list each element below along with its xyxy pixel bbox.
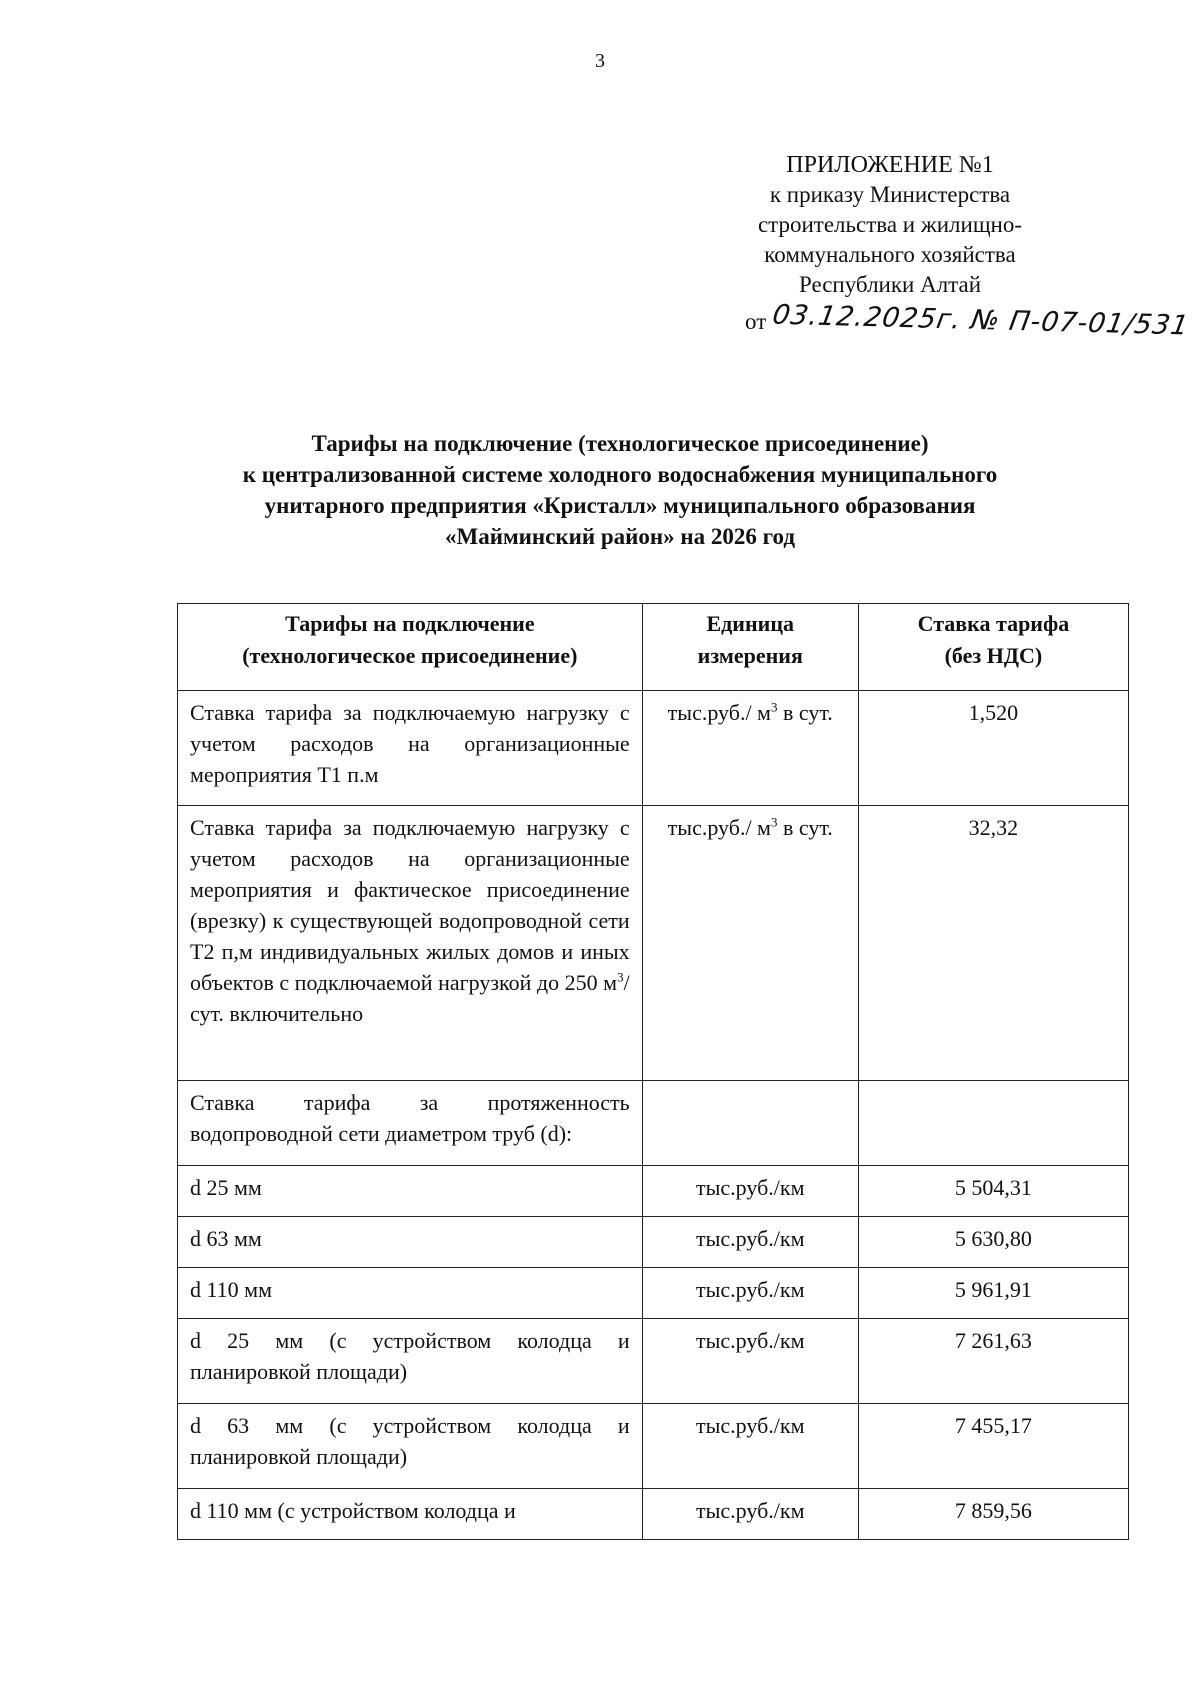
row-name: d 25 мм <box>178 1166 643 1217</box>
row-unit <box>642 806 858 1081</box>
row-unit: тыс.руб./км <box>642 1404 858 1489</box>
name-text: Ставка тарифа за подключаемую нагрузку с учетом расходов на организационные мероприятия и фактическое присоединение (врезку) к существующей водопроводной сети Т2 п,м индивидуальных жилых домов и иных объектов с подключаемой нагрузкой до 250 м <box>190 815 630 995</box>
row-rate: 7 261,63 <box>858 1319 1128 1404</box>
header-unit <box>642 604 858 691</box>
row-rate: 32,32 <box>858 806 1128 1081</box>
appendix-line: Республики Алтай <box>798 272 982 297</box>
header-rate-line: Ставка тарифа <box>917 611 1070 636</box>
row-unit: тыс.руб./км <box>642 1217 858 1268</box>
title-line: к централизованной системе холодного водоснабжения муниципального <box>242 462 998 487</box>
header-name <box>178 604 643 691</box>
appendix-block <box>680 150 1100 300</box>
tariff-table <box>177 603 1129 1540</box>
row-rate: 5 504,31 <box>858 1166 1128 1217</box>
row-rate: 5 961,91 <box>858 1268 1128 1319</box>
order-prefix: от <box>745 309 767 334</box>
title-line: «Майминский район» на 2026 год <box>445 524 795 549</box>
table-row <box>178 1081 1129 1166</box>
row-name: d 63 мм <box>178 1217 643 1268</box>
header-rate-line: (без НДС) <box>944 643 1043 668</box>
table-row <box>178 1404 1129 1489</box>
unit-text: в сут. <box>777 815 833 840</box>
row-rate: 5 630,80 <box>858 1217 1128 1268</box>
name-text: /сут. включительно <box>190 970 630 1026</box>
row-rate: 7 455,17 <box>858 1404 1128 1489</box>
appendix-line: коммунального хозяйства <box>764 242 1016 267</box>
name-superscript: 3 <box>617 969 624 985</box>
unit-superscript: 3 <box>770 699 778 715</box>
header-name-line: Тарифы на подключение <box>285 611 535 636</box>
order-reference <box>745 299 1192 342</box>
title-line: Тарифы на подключение (технологическое присоединение) <box>311 431 929 456</box>
table-row <box>178 691 1129 806</box>
appendix-line: строительства и жилищно- <box>757 212 1023 237</box>
header-name-line: (технологическое присоединение) <box>242 643 578 668</box>
row-rate <box>858 1081 1128 1166</box>
row-name: Ставка тарифа за подключаемую нагрузку с учетом расходов на организационные мероприятия Т1 п.м <box>178 691 643 806</box>
header-unit-line: Единица <box>706 611 794 636</box>
table-header-row <box>178 604 1129 691</box>
title-line: унитарного предприятия «Кристалл» муниципального образования <box>264 493 976 518</box>
row-name: d 25 мм (с устройством колодца и планировкой площади) <box>178 1319 643 1404</box>
table-row <box>178 1268 1129 1319</box>
document-title <box>160 428 1080 552</box>
row-name: d 110 мм (с устройством колодца и <box>178 1489 643 1540</box>
unit-text: тыс.руб./ м <box>667 700 771 725</box>
row-unit: тыс.руб./км <box>642 1268 858 1319</box>
row-unit: тыс.руб./км <box>642 1319 858 1404</box>
page-number: 3 <box>595 50 605 72</box>
header-unit-line: измерения <box>697 643 803 668</box>
row-name: d 110 мм <box>178 1268 643 1319</box>
appendix-title: ПРИЛОЖЕНИЕ №1 <box>786 152 994 178</box>
table-row <box>178 1319 1129 1404</box>
row-rate: 1,520 <box>858 691 1128 806</box>
row-unit <box>642 691 858 806</box>
row-name: d 63 мм (с устройством колодца и планировкой площади) <box>178 1404 643 1489</box>
table-row <box>178 1489 1129 1540</box>
header-rate <box>858 604 1128 691</box>
row-name <box>178 806 643 1081</box>
row-unit: тыс.руб./км <box>642 1489 858 1540</box>
row-rate: 7 859,56 <box>858 1489 1128 1540</box>
handwritten-order-number: 03.12.2025г. № П-07-01/531 <box>770 299 1192 342</box>
row-name: Ставка тарифа за протяженность водопроводной сети диаметром труб (d): <box>178 1081 643 1166</box>
table-row <box>178 1166 1129 1217</box>
table-row <box>178 1217 1129 1268</box>
row-unit: тыс.руб./км <box>642 1166 858 1217</box>
unit-text: в сут. <box>777 700 833 725</box>
unit-superscript: 3 <box>770 814 778 830</box>
row-unit <box>642 1081 858 1166</box>
unit-text: тыс.руб./ м <box>667 815 771 840</box>
table-row <box>178 806 1129 1081</box>
appendix-line: к приказу Министерства <box>769 182 1011 207</box>
